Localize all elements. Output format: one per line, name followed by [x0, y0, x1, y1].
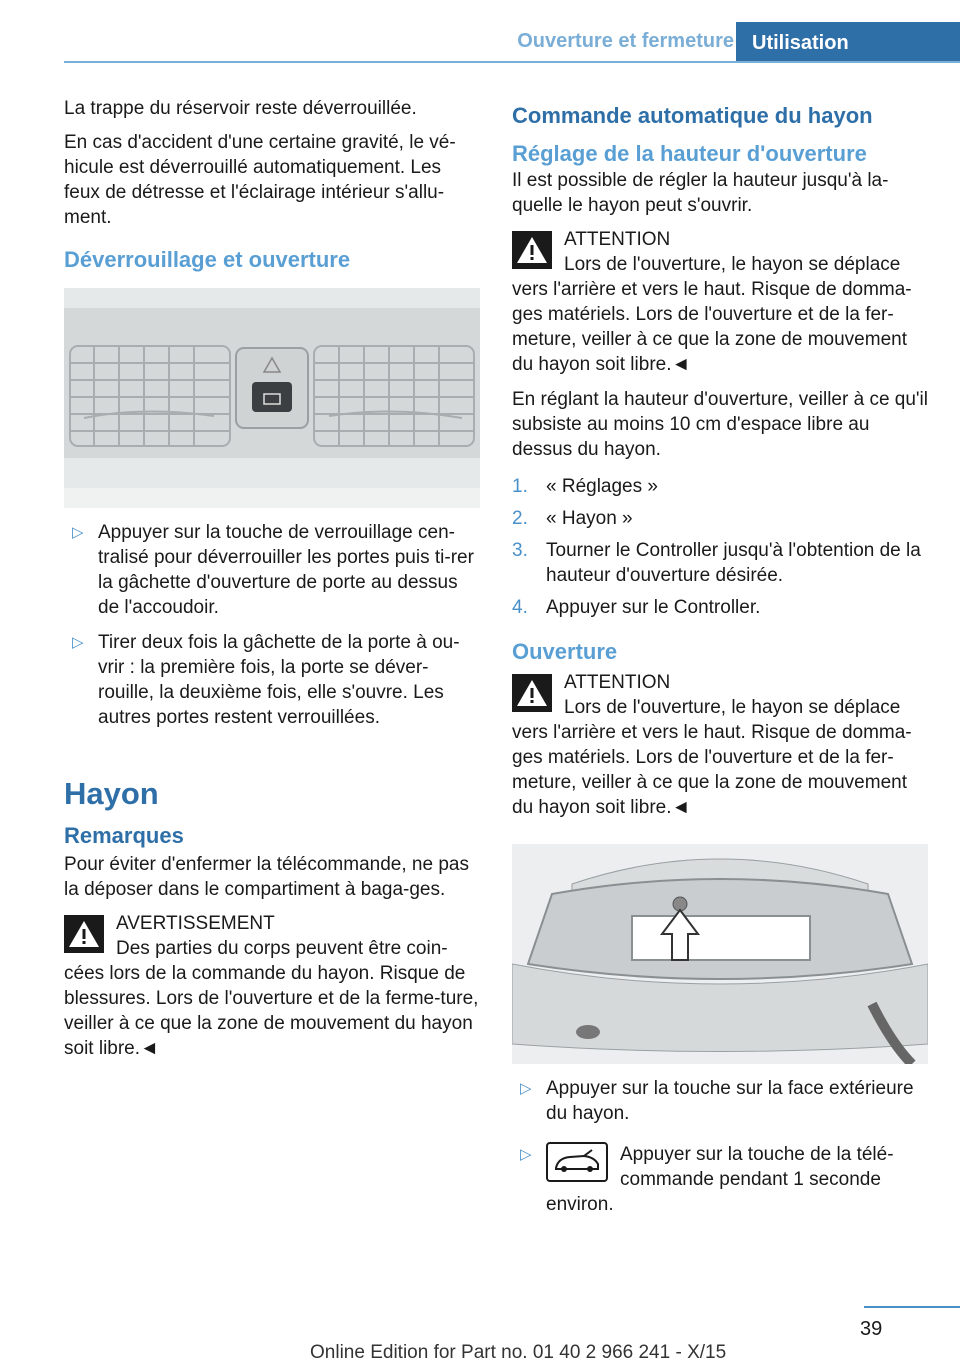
page-header [0, 0, 960, 62]
subsection-heading: Commande automatique du hayon [512, 103, 873, 128]
list-item-text: Appuyer sur la touche de la télé-commande pendant 1 seconde environ. [546, 1144, 894, 1215]
section-heading: Déverrouillage et ouverture [64, 247, 351, 272]
warning-text: Des parties du corps peuvent être coin-cées lors de la commande du hayon. Risque de blessures. Lors de l'ouverture et de la ferme-ture, veiller à ce que la zone de mouvement du hayon soit libre.◄ [64, 938, 479, 1059]
subsection-heading: Remarques [64, 823, 184, 848]
left-column [64, 96, 480, 1071]
tailgate-button-image [512, 844, 928, 1064]
section-heading: Réglage de la hauteur d'ouverture [512, 141, 867, 166]
list-item-text: Tirer deux fois la gâchette de la porte à ou-vrir : la première fois, la porte se déver-rouille, la deuxième fois, elle s'ouvre. Les autres portes restent verrouillées. [98, 632, 460, 728]
warning-title: ATTENTION [564, 672, 671, 693]
warning-title: ATTENTION [564, 229, 671, 250]
list-item-number: 1. [512, 476, 528, 497]
footer-rule [864, 1306, 960, 1308]
numbered-list [512, 474, 928, 620]
list-item-text: « Réglages » [546, 476, 658, 497]
triangle-right-icon: ▷ [72, 524, 84, 541]
car-remote-trunk-icon [546, 1142, 608, 1182]
list-item-text: Appuyer sur la touche sur la face extérieure du hayon. [546, 1078, 914, 1124]
central-locking-button-illustration [64, 288, 480, 508]
paragraph: En réglant la hauteur d'ouverture, veiller à ce qu'il subsiste au moins 10 cm d'espace libre au dessus du hayon. [512, 389, 928, 460]
list-item-text: Appuyer sur la touche de verrouillage cen-tralisé pour déverrouiller les portes puis ti-rer la gâchette d'ouverture de porte au dessus de l'accoudoir. [98, 522, 474, 618]
edition-text: Online Edition for Part no. 01 40 2 966 241 - X/15 [310, 1342, 727, 1363]
list-item [512, 506, 928, 531]
list-item-text: Tourner le Controller jusqu'à l'obtention de la hauteur d'ouverture désirée. [546, 540, 921, 586]
triangle-right-icon: ▷ [72, 634, 84, 651]
paragraph: Pour éviter d'enfermer la télécommande, ne pas la déposer dans le compartiment à baga-ges. [64, 854, 469, 900]
header-tab: Utilisation [736, 22, 960, 62]
warning-text: Lors de l'ouverture, le hayon se déplace vers l'arrière et vers le haut. Risque de domma-ges matériels. Lors de l'ouverture et de la fer-meture, veiller à ce que la zone de mouvement du hayon soit libre.◄ [512, 254, 912, 375]
chapter-heading: Hayon [64, 776, 159, 811]
page-number: 39 [860, 1318, 883, 1340]
list-item [512, 1076, 928, 1126]
paragraph: Il est possible de régler la hauteur jusqu'à la-quelle le hayon peut s'ouvrir. [512, 170, 889, 216]
header-section: Ouverture et fermeture [517, 30, 734, 52]
list-item [64, 630, 480, 730]
warning-block [64, 911, 480, 1061]
warning-text: Lors de l'ouverture, le hayon se déplace vers l'arrière et vers le haut. Risque de domma-ges matériels. Lors de l'ouverture et de la fer-meture, veiller à ce que la zone de mouvement du hayon soit libre.◄ [512, 697, 912, 818]
central-locking-button-image [64, 288, 480, 508]
list-item [512, 595, 928, 620]
warning-triangle-icon [64, 915, 104, 953]
paragraph: La trappe du réservoir reste déverrouillée. [64, 98, 417, 119]
warning-triangle-icon [512, 674, 552, 712]
right-column [512, 96, 928, 1227]
list-item-number: 3. [512, 540, 528, 561]
list-item-number: 2. [512, 508, 528, 529]
list-item [64, 520, 480, 620]
warning-triangle-icon [512, 231, 552, 269]
triangle-right-icon: ▷ [520, 1080, 532, 1097]
list-item-text: « Hayon » [546, 508, 633, 529]
header-rule [64, 61, 960, 63]
list-item [512, 538, 928, 588]
triangle-right-icon: ▷ [520, 1146, 532, 1163]
warning-block [512, 227, 928, 377]
list-item [512, 474, 928, 499]
list-item-number: 4. [512, 597, 528, 618]
warning-title: AVERTISSEMENT [116, 913, 275, 934]
subsection-heading: Ouverture [512, 639, 618, 664]
tailgate-illustration [512, 844, 928, 1064]
warning-block [512, 670, 928, 820]
list-item [512, 1142, 928, 1217]
paragraph: En cas d'accident d'une certaine gravité, le vé-hicule est déverrouillé automatiquement. Les feux de détresse et l'éclairage intérieur s'allu-ment. [64, 132, 456, 228]
list-item-text: Appuyer sur le Controller. [546, 597, 761, 618]
